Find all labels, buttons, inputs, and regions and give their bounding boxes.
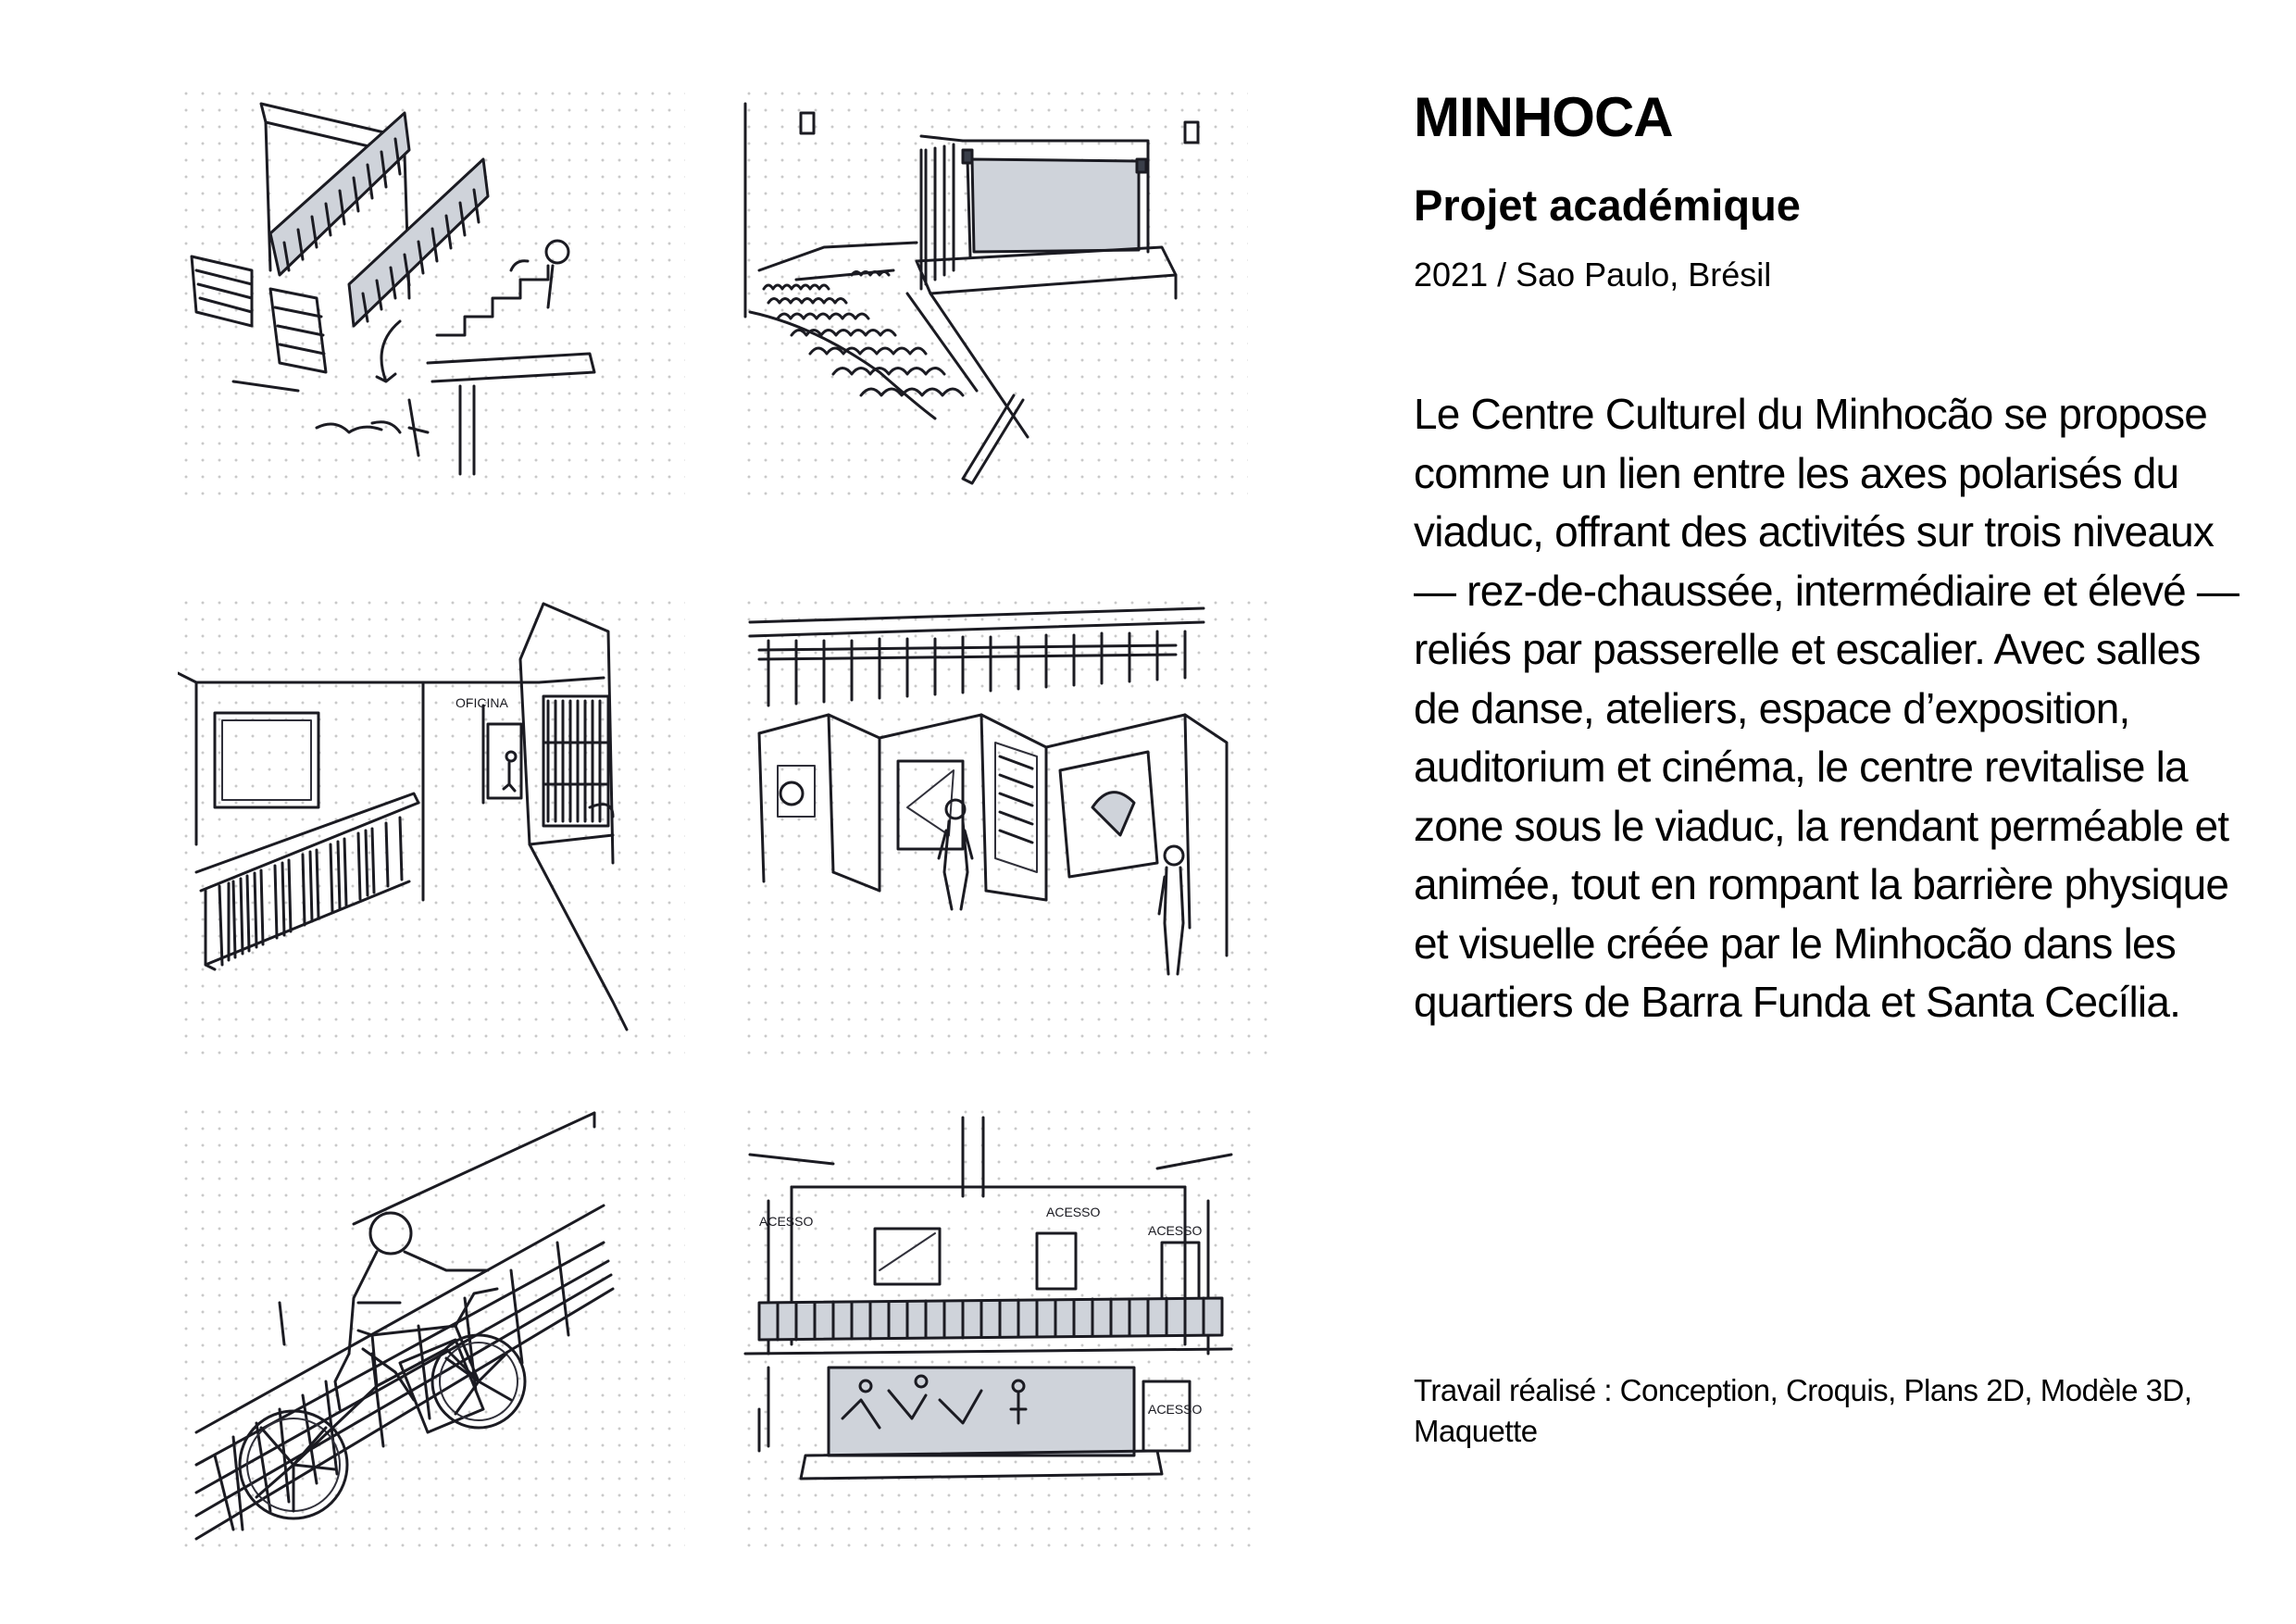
exhibition-drawing (741, 594, 1278, 1057)
project-meta: 2021 / Sao Paulo, Brésil (1414, 256, 1772, 294)
stairs-walkway-drawing (178, 85, 685, 502)
project-description: Le Centre Culturel du Minhocão se propose comme un lien entre les axes polarisés du viaduc, offrant des activités sur trois niveaux — rez-de-chaussée, intermédiaire et élevé — reliés par passerelle et escalier. Avec salles de danse, ateliers, espace d’exposition, auditorium et cinéma, le centre revitalise la zone sous le viaduc, la rendant perméable et animée, tout en rompant la barrière physique et visuelle créée par le Minhocão dans les quartiers de Barra Funda et Santa Cecília. (1414, 390, 2240, 1026)
auditorium-drawing (741, 85, 1248, 502)
stage-drawing (741, 1104, 1259, 1548)
acesso-label-bottom: ACESSO (1148, 1402, 1203, 1417)
acesso-label-top: ACESSO (1046, 1205, 1101, 1219)
sketch-cyclist-stairs (178, 1104, 685, 1548)
sketch-stairs-walkway (178, 85, 685, 502)
acesso-label-left: ACESSO (759, 1214, 814, 1229)
oficina-label: OFICINA (455, 695, 508, 710)
project-subtitle: Projet académique (1414, 181, 1801, 230)
project-title: MINHOCA (1414, 86, 1673, 148)
cyclist-drawing (178, 1104, 685, 1548)
sketch-auditorium (741, 85, 1248, 502)
work-done: Travail réalisé : Conception, Croquis, Plans 2D, Modèle 3D, Maquette (1414, 1373, 2192, 1448)
sketch-stage-acesso (741, 1104, 1259, 1548)
sketch-exhibition (741, 594, 1278, 1057)
sketch-corridor-oficina (178, 594, 685, 1057)
corridor-drawing (178, 594, 685, 1057)
acesso-label-right: ACESSO (1148, 1223, 1203, 1238)
